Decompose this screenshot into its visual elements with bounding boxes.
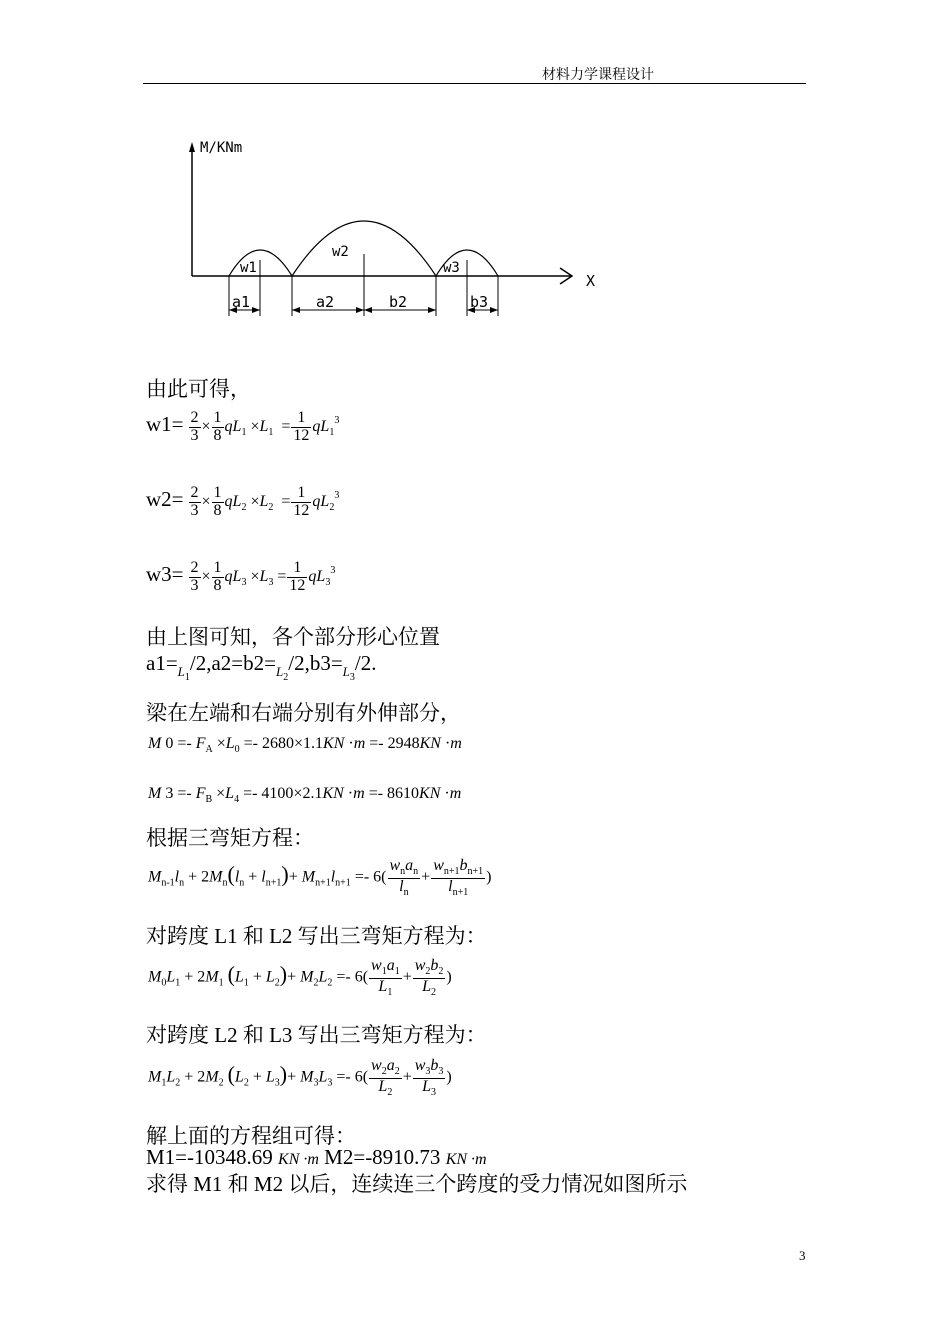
equation-w1: w1= $\frac{2}{3}$ × $\frac{1}{8}$ $qL_1 \times L_1$ = $\frac{1}{12}$ $qL_1^3$ <box>146 409 340 444</box>
w3-lhs: w3= <box>146 561 184 586</box>
w2-lhs: w2= <box>146 486 184 511</box>
page-number: 3 <box>799 1248 806 1263</box>
result-moments <box>146 1145 487 1170</box>
para-three-moment: 根据三弯矩方程： <box>146 826 314 850</box>
area-label-w3: w3 <box>443 260 460 276</box>
equation-span-l2-l3: $M_1L_2 + 2M_2$ $(L_2 + L_3)+ M_3L_3 =- 6$( $\frac{w_2a_2}{L_2}$ + $\frac{w_3b_3}{L_3}$ ) <box>148 1057 452 1098</box>
area-label-w1: w1 <box>240 260 257 276</box>
x-axis-label: X <box>586 272 596 290</box>
centroid-positions: $a1=_{L_1}/2,a2=b2=_{L_2}/2,b3=_{L_3}/2$. <box>146 651 377 683</box>
dim-label-b2: b2 <box>389 293 408 311</box>
centroid-b3: /2,b3= <box>288 651 343 675</box>
result-m2-unit: KN ·m <box>445 1151 487 1168</box>
para-span-l1-l2: 对跨度 L1 和 L2 写出三弯矩方程为： <box>146 924 487 948</box>
para-overhang: 梁在左端和右端分别有外伸部分， <box>146 701 461 725</box>
header-divider <box>143 83 806 84</box>
area-label-w2: w2 <box>332 244 349 260</box>
page-header-title: 材料力学课程设计 <box>542 66 654 82</box>
result-m1: M1=-10348.69 <box>146 1145 273 1169</box>
equation-m3: M $3 =- F_B \times L_4 =- 4100\times 2.1KN \cdot m =- 8610KN \cdot m$ <box>148 785 462 805</box>
dim-label-b3: b3 <box>470 293 489 311</box>
equation-m0: M $0 =- F_A \times L_0 =- 2680\times 1.1KN \cdot m =- 2948KN \cdot m$ <box>148 735 462 755</box>
result-m2: M2=-8910.73 <box>324 1145 441 1169</box>
para-centroid: 由上图可知，各个部分形心位置 <box>146 625 440 649</box>
equation-w3: w3= $\frac{2}{3}$ × $\frac{1}{8}$ $qL_3 \times L_3$ = $\frac{1}{12}$ $qL_3^3$ <box>146 559 336 594</box>
bending-moment-diagram <box>180 136 610 326</box>
centroid-end: /2. <box>354 651 377 675</box>
dim-label-a2: a2 <box>316 293 335 311</box>
centroid-a2-b2: /2,a2=b2= <box>189 651 276 675</box>
w1-lhs: w1= <box>146 411 184 436</box>
centroid-a1: a1= <box>146 651 178 675</box>
para-span-l2-l3: 对跨度 L2 和 L3 写出三弯矩方程为： <box>146 1023 487 1047</box>
y-axis-label: M/KNm <box>200 140 243 156</box>
dim-label-a1: a1 <box>232 293 251 311</box>
equation-span-l1-l2: $M_0L_1 + 2M_1$ $(L_1 + L_2)+ M_2L_2 =- 6$( $\frac{w_1a_1}{L_1}$ + $\frac{w_2b_2}{L_2}$ ) <box>148 957 452 998</box>
para-conclusion: 求得 M1 和 M2 以后，连续连三个跨度的受力情况如图所示 <box>146 1172 688 1196</box>
equation-three-moment-general: $M_{n-1}l_n + 2M_n(l_n + l_{n+1})+ M_{n+1}l_{n+1} =- 6$( $\frac{w_na_n}{l_n}$ + $\frac{w_{n+1}b_{n+1}}{l_{n+1}}$ ) <box>148 857 492 898</box>
para-solve: 解上面的方程组可得： <box>146 1124 356 1148</box>
para-derive: 由此可得， <box>146 377 251 401</box>
equation-w2: w2= $\frac{2}{3}$ × $\frac{1}{8}$ $qL_2 \times L_2$ = $\frac{1}{12}$ $qL_2^3$ <box>146 484 340 519</box>
result-m1-unit: KN ·m <box>278 1151 319 1168</box>
